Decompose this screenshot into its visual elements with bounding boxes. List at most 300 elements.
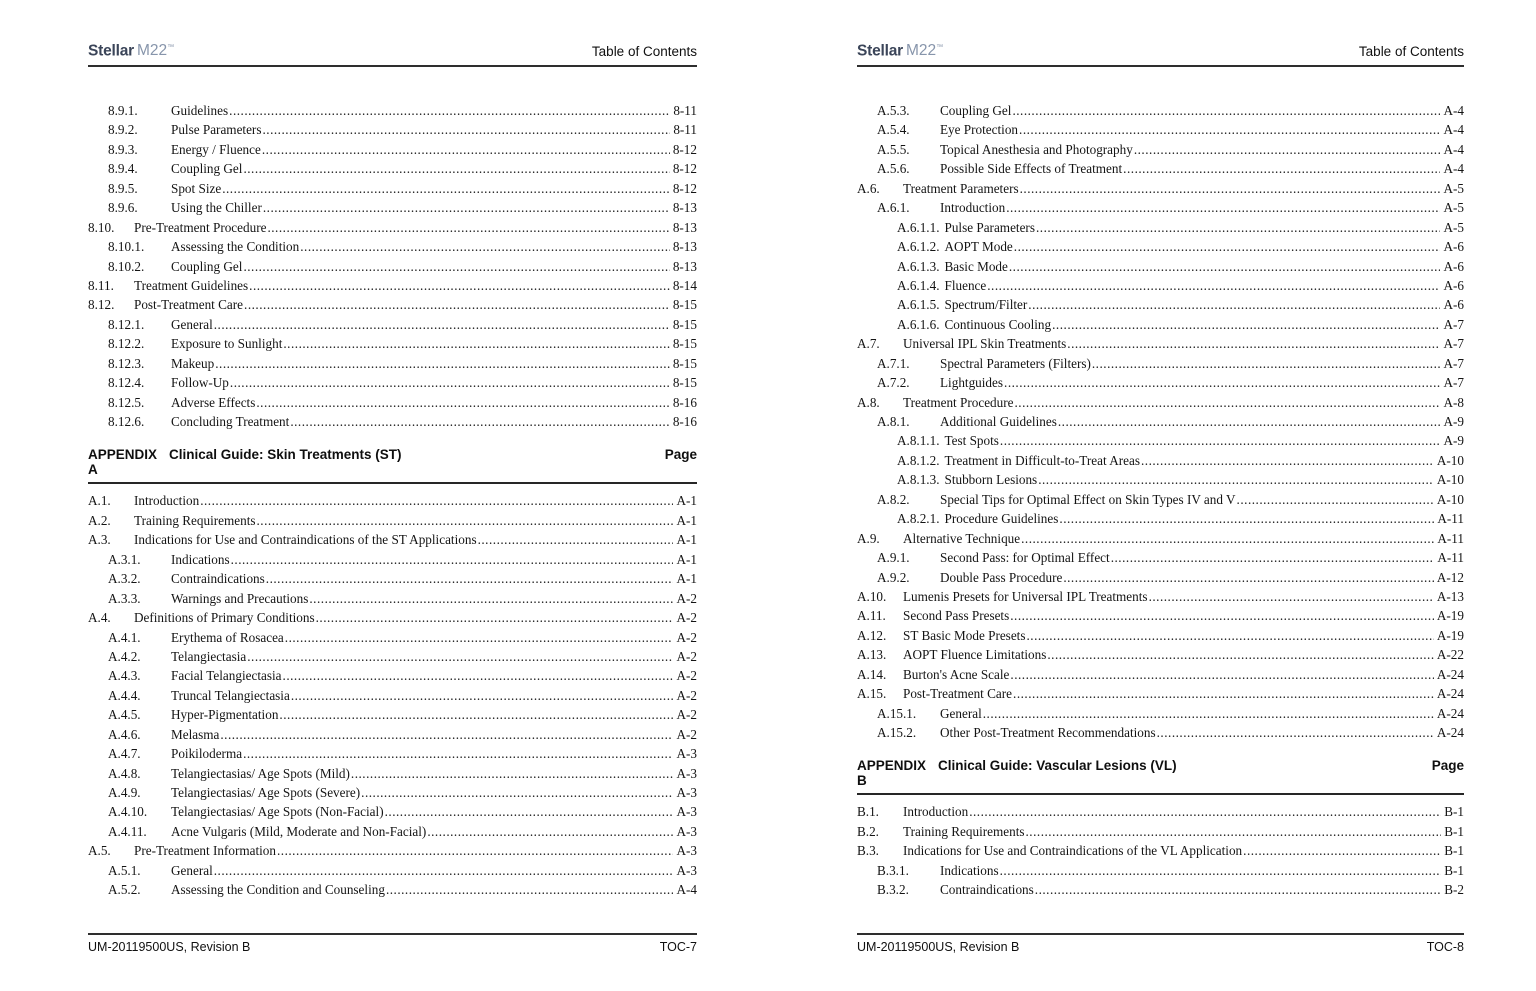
toc-entry [857, 122, 1464, 141]
toc-entry-page: A-7 [1443, 336, 1464, 352]
toc-entry [88, 142, 697, 161]
toc-entry-page: A-5 [1443, 200, 1464, 216]
toc-entry-page: A-4 [676, 882, 697, 898]
dot-leader [1019, 122, 1440, 138]
toc-entry-title: Indications for Use and Contraindications of the VL Application [903, 843, 1243, 859]
dot-leader [1028, 297, 1440, 313]
toc-entry-page: A-24 [1436, 705, 1464, 721]
toc-entry-page: A-7 [1443, 355, 1464, 371]
toc-entry-page: A-7 [1443, 316, 1464, 332]
toc-entry-number: A.5.3. [877, 103, 910, 118]
dot-leader [214, 863, 674, 879]
appendix-title: Clinical Guide: Vascular Lesions (VL) [938, 758, 1177, 774]
toc-entry [88, 552, 697, 571]
toc-entry-title: Second Pass Presets [903, 608, 1010, 624]
toc-entry [88, 493, 697, 512]
page-content [88, 0, 697, 991]
toc-entry-title: Lightguides [940, 375, 1004, 391]
toc-entry-number: A.15.2. [877, 725, 917, 740]
toc-entry [857, 647, 1464, 666]
page-header [88, 40, 697, 67]
toc-entry-title: Alternative Technique [903, 530, 1021, 546]
toc-entry-title: Guidelines [171, 103, 229, 118]
toc-entry-page: B-1 [1444, 843, 1464, 859]
toc-entry-number: A.13. [857, 647, 887, 663]
toc-entry-title: Pulse Parameters [171, 122, 262, 138]
toc-entry [857, 297, 1464, 316]
dot-leader [290, 414, 669, 430]
toc-entry-number: A.2. [88, 512, 111, 528]
toc-entry-number: A.7.2. [877, 375, 910, 391]
toc-entry-number: A.4.6. [108, 726, 141, 742]
dot-leader [277, 843, 674, 859]
toc-entry [88, 824, 697, 843]
dot-leader [351, 766, 674, 782]
toc-entry-title: Topical Anesthesia and Photography [940, 141, 1133, 157]
dot-leader [1111, 550, 1435, 566]
dot-leader [283, 668, 674, 684]
toc-entry-number: A.8.1.3. [897, 472, 940, 488]
dot-leader [1004, 375, 1440, 391]
page-footer [88, 933, 697, 954]
dot-leader [231, 552, 674, 568]
dot-leader [983, 706, 1434, 722]
toc-entry-page: A-11 [1437, 550, 1464, 566]
dot-leader [1026, 628, 1433, 644]
toc-entry [857, 453, 1464, 472]
footer-page-number: TOC-8 [1426, 940, 1464, 954]
toc-entry [857, 608, 1464, 627]
toc-entry-title: Poikiloderma [171, 746, 243, 762]
toc-entry-page: A-22 [1436, 647, 1464, 663]
toc-entry [88, 707, 697, 726]
toc-entry-title: Lumenis Presets for Universal IPL Treatments [903, 588, 1148, 604]
dot-leader [1038, 472, 1434, 488]
toc-entry [88, 259, 697, 278]
toc-entry-page: A-1 [676, 571, 697, 587]
toc-entry-page: A-24 [1436, 725, 1464, 740]
toc-entry-number: A.5.2. [108, 882, 141, 898]
toc-entry [88, 571, 697, 590]
dot-leader [478, 532, 674, 548]
toc-entry [88, 863, 697, 882]
toc-entry-number: A.8.2. [877, 491, 910, 507]
toc-entry-title: Melasma [171, 726, 220, 742]
toc-entry-number: A.4.3. [108, 668, 141, 684]
toc-entry-page: A-3 [676, 785, 697, 800]
dot-leader [1157, 725, 1434, 741]
toc-entry-page: 8-13 [672, 200, 697, 216]
toc-entry-page: A-1 [676, 512, 697, 528]
dot-leader [1141, 453, 1434, 469]
toc-entry-title: Contraindications [940, 882, 1034, 898]
dot-leader [316, 610, 674, 626]
toc-entry [88, 766, 697, 785]
page-column-label: Page [1431, 758, 1464, 774]
dot-leader [262, 142, 670, 158]
toc-entry-page: A-10 [1436, 452, 1464, 468]
toc-entry-number: 8.9.5. [108, 180, 138, 196]
toc-entry-title: Spectrum/Filter [944, 297, 1028, 313]
toc-entry-number: 8.12. [88, 297, 115, 313]
dot-leader [1047, 647, 1434, 663]
appendix-label: APPENDIX A [88, 447, 158, 478]
toc-entry-number: 8.12.5. [108, 394, 145, 410]
dot-leader [1012, 103, 1440, 119]
toc-list [88, 103, 697, 902]
toc-entry-number: A.14. [857, 666, 887, 682]
toc-entry-number: 8.12.3. [108, 355, 145, 371]
toc-entry-number: B.1. [857, 804, 879, 820]
toc-entry-title: Pre-Treatment Information [134, 843, 276, 859]
toc-entry-number: A.8.1. [877, 414, 910, 429]
toc-entry-number: A.5.5. [877, 141, 910, 157]
toc-entry-page: A-3 [676, 843, 697, 859]
toc-entry-title: Special Tips for Optimal Effect on Skin Types IV and V [940, 491, 1236, 507]
logo-trademark: ™ [936, 44, 944, 51]
dot-leader [1010, 608, 1434, 624]
toc-entry-page: A-10 [1436, 472, 1464, 488]
toc-entry [88, 882, 697, 901]
toc-entry [88, 591, 697, 610]
toc-entry [88, 610, 697, 629]
toc-entry-title: Continuous Cooling [944, 316, 1052, 332]
toc-entry [857, 433, 1464, 452]
logo-brand-text: Stellar [857, 42, 903, 60]
toc-entry-title: Introduction [940, 200, 1006, 216]
toc-entry-number: A.4.9. [108, 785, 141, 800]
dot-leader [249, 278, 670, 294]
toc-entry-page: B-1 [1444, 862, 1464, 878]
toc-entry-page: A-6 [1443, 297, 1464, 313]
toc-entry-title: Telangiectasia [171, 648, 247, 664]
toc-entry-number: A.3. [88, 532, 111, 548]
toc-entry-page: 8-11 [673, 103, 697, 118]
toc-entry [88, 668, 697, 687]
dot-leader [1063, 570, 1434, 586]
toc-entry [88, 239, 697, 258]
dot-leader [222, 181, 670, 197]
toc-entry-title: Treatment Guidelines [134, 277, 249, 293]
toc-entry-page: A-3 [676, 804, 697, 820]
toc-entry-number: A.9.2. [877, 569, 910, 585]
dot-leader [229, 103, 670, 119]
toc-entry-title: Spectral Parameters (Filters) [940, 355, 1091, 371]
toc-entry-page: A-3 [676, 823, 697, 839]
toc-entry [88, 220, 697, 239]
toc-entry-page: 8-14 [672, 277, 697, 293]
toc-entry-number: A.4.5. [108, 707, 141, 723]
dot-leader [987, 278, 1440, 294]
toc-entry-page: A-5 [1443, 219, 1464, 235]
toc-entry [857, 317, 1464, 336]
toc-entry-title: Stubborn Lesions [944, 472, 1038, 488]
toc-entry-page: A-2 [676, 707, 697, 723]
toc-entry [857, 161, 1464, 180]
toc-entry-page: A-2 [676, 668, 697, 684]
toc-entry-title: Truncal Telangiectasia [171, 687, 290, 703]
dot-leader [1058, 414, 1441, 430]
toc-entry-page: 8-11 [673, 122, 697, 138]
toc-entry-title: Exposure to Sunlight [171, 336, 283, 352]
dot-leader [266, 571, 674, 587]
toc-entry [88, 843, 697, 862]
toc-entry [857, 589, 1464, 608]
dot-leader [1009, 259, 1441, 275]
dot-leader [300, 239, 670, 255]
page-footer [857, 933, 1464, 954]
toc-entry-number: 8.10. [88, 219, 115, 235]
toc-entry [88, 532, 697, 551]
toc-entry-page: A-4 [1443, 122, 1464, 138]
toc-entry-page: A-12 [1436, 569, 1464, 585]
toc-entry-number: A.4.2. [108, 648, 141, 664]
brand-logo [857, 40, 943, 59]
dot-leader [1092, 356, 1441, 372]
toc-entry [88, 785, 697, 804]
toc-entry-page: 8-12 [672, 180, 697, 196]
toc-entry-number: A.7.1. [877, 355, 910, 371]
dot-leader [1014, 239, 1441, 255]
toc-entry-page: A-13 [1436, 588, 1464, 604]
toc-entry-page: A-3 [676, 862, 697, 878]
toc-entry-number: A.5.4. [877, 122, 910, 138]
toc-entry-title: Facial Telangiectasia [171, 668, 282, 684]
toc-entry-page: B-2 [1444, 882, 1464, 898]
toc-entry-title: Procedure Guidelines [944, 511, 1059, 527]
toc-entry-number: A.8. [857, 394, 880, 410]
toc-entry-page: A-24 [1436, 666, 1464, 682]
toc-entry-number: 8.12.1. [108, 316, 145, 332]
toc-entry-title: Makeup [171, 355, 215, 371]
toc-entry-page: A-2 [676, 629, 697, 645]
toc-entry [88, 727, 697, 746]
toc-entry-page: 8-16 [672, 414, 697, 429]
toc-entry-number: 8.9.4. [108, 161, 138, 177]
toc-entry-title: Assessing the Condition and Counseling [171, 882, 385, 898]
appendix-title: Clinical Guide: Skin Treatments (ST) [169, 447, 402, 463]
logo-trademark: ™ [167, 44, 175, 51]
toc-entry-title: Using the Chiller [171, 200, 262, 216]
toc-entry-title: Coupling Gel [171, 161, 243, 177]
toc-entry-title: Indications [940, 862, 999, 878]
toc-entry-number: A.15. [857, 686, 887, 702]
toc-entry-number: 8.9.1. [108, 103, 138, 118]
toc-entry [857, 824, 1464, 843]
toc-entry-title: Treatment Procedure [903, 394, 1014, 410]
toc-entry [857, 511, 1464, 530]
toc-entry-page: B-1 [1444, 804, 1464, 820]
toc-entry-number: 8.9.6. [108, 200, 138, 216]
toc-entry-number: A.1. [88, 493, 111, 509]
appendix-heading [857, 758, 1464, 795]
dot-leader [969, 804, 1441, 820]
toc-entry-title: AOPT Mode [944, 239, 1013, 255]
toc-entry [88, 200, 697, 219]
dot-leader [1010, 667, 1434, 683]
brand-logo [88, 40, 174, 59]
toc-entry-number: A.10. [857, 588, 887, 604]
toc-entry-title: Indications [171, 551, 230, 567]
toc-entry [857, 725, 1464, 744]
page-content [857, 0, 1464, 991]
toc-entry-title: Post-Treatment Care [903, 686, 1013, 702]
toc-entry [857, 804, 1464, 823]
dot-leader [243, 259, 669, 275]
toc-entry-title: Warnings and Precautions [171, 590, 309, 606]
toc-entry [88, 630, 697, 649]
dot-leader [427, 824, 673, 840]
dot-leader [1000, 433, 1441, 449]
toc-entry-title: Pulse Parameters [944, 219, 1035, 235]
toc-entry-page: A-2 [676, 590, 697, 606]
toc-entry-number: A.4.7. [108, 746, 141, 762]
footer-page-number: TOC-7 [659, 940, 697, 954]
toc-entry-number: A.6.1.1. [897, 219, 940, 235]
toc-entry-page: A-4 [1443, 141, 1464, 157]
toc-entry-title: Telangiectasias/ Age Spots (Mild) [171, 765, 350, 781]
toc-entry-number: A.9. [857, 530, 880, 546]
toc-entry-number: A.6. [857, 180, 880, 196]
toc-entry-title: Treatment Parameters [903, 180, 1019, 196]
toc-entry-page: A-5 [1443, 180, 1464, 196]
toc-entry-title: Definitions of Primary Conditions [134, 610, 315, 626]
toc-entry-page: A-4 [1443, 161, 1464, 177]
toc-entry-page: A-10 [1436, 491, 1464, 507]
toc-entry [857, 628, 1464, 647]
dot-leader [220, 727, 673, 743]
dot-leader [267, 220, 669, 236]
toc-entry-number: A.12. [857, 627, 887, 643]
toc-entry-number: 8.12.4. [108, 375, 145, 391]
dot-leader [1021, 531, 1434, 547]
header-title: Table of Contents [1358, 44, 1464, 60]
toc-entry-title: Other Post-Treatment Recommendations [940, 725, 1156, 740]
toc-entry-title: Introduction [134, 493, 200, 509]
toc-entry-title: Concluding Treatment [171, 414, 290, 429]
toc-entry-page: A-1 [676, 532, 697, 548]
toc-entry [857, 142, 1464, 161]
toc-entry [88, 746, 697, 765]
dot-leader [200, 493, 673, 509]
toc-entry-number: A.7. [857, 336, 880, 352]
toc-entry [857, 843, 1464, 862]
toc-entry-number: 8.10.2. [108, 258, 145, 274]
toc-entry-title: Burton's Acne Scale [903, 666, 1010, 682]
toc-entry [88, 297, 697, 316]
toc-entry [857, 706, 1464, 725]
dot-leader [244, 297, 670, 313]
dot-leader [283, 336, 669, 352]
toc-entry-title: Fluence [944, 277, 987, 293]
dot-leader [243, 746, 673, 762]
toc-entry-number: A.8.1.1. [897, 433, 940, 449]
toc-entry [857, 550, 1464, 569]
toc-entry [857, 259, 1464, 278]
toc-entry [88, 395, 697, 414]
logo-model-text: M22 [906, 42, 937, 60]
toc-entry-title: Spot Size [171, 180, 222, 196]
toc-entry-title: Test Spots [944, 433, 999, 449]
dot-leader [247, 649, 673, 665]
toc-entry-page: B-1 [1444, 823, 1464, 839]
dot-leader [230, 375, 670, 391]
toc-entry-number: A.4.11. [108, 823, 147, 839]
toc-entry [88, 181, 697, 200]
dot-leader [1243, 843, 1441, 859]
toc-entry-title: Basic Mode [944, 258, 1008, 274]
toc-list [857, 103, 1464, 902]
toc-entry-number: A.8.2.1. [897, 511, 940, 527]
toc-entry-title: Possible Side Effects of Treatment [940, 161, 1123, 177]
toc-entry [857, 239, 1464, 258]
toc-entry-page: 8-12 [672, 161, 697, 177]
dot-leader [361, 785, 673, 801]
dot-leader [243, 161, 669, 177]
toc-entry-page: A-6 [1443, 277, 1464, 293]
toc-entry-title: Pre-Treatment Procedure [134, 219, 267, 235]
toc-entry [857, 686, 1464, 705]
toc-entry-title: AOPT Fluence Limitations [903, 647, 1047, 663]
footer-doc-id: UM-20119500US, Revision B [88, 940, 251, 954]
toc-entry-number: A.4.1. [108, 629, 141, 645]
toc-entry-page: A-19 [1436, 627, 1464, 643]
toc-entry [88, 161, 697, 180]
toc-entry-page: A-11 [1437, 530, 1464, 546]
toc-entry-page: A-2 [676, 726, 697, 742]
toc-entry-number: A.9.1. [877, 550, 910, 566]
toc-entry-number: A.4.10. [108, 804, 148, 820]
dot-leader [1052, 317, 1440, 333]
toc-entry-number: A.8.1.2. [897, 452, 940, 468]
dot-leader [1014, 395, 1440, 411]
toc-entry-page: A-6 [1443, 239, 1464, 255]
toc-entry [857, 375, 1464, 394]
toc-entry-title: Hyper-Pigmentation [171, 707, 279, 723]
toc-entry-title: Follow-Up [171, 375, 229, 391]
toc-entry-number: A.6.1.4. [897, 277, 940, 293]
dot-leader [385, 804, 674, 820]
toc-entry-page: A-1 [676, 551, 697, 567]
toc-entry [88, 375, 697, 394]
toc-entry [857, 356, 1464, 375]
toc-entry-page: 8-15 [672, 355, 697, 371]
toc-entry [857, 395, 1464, 414]
dot-leader [1006, 200, 1440, 216]
appendix-label: APPENDIX B [857, 758, 927, 789]
toc-entry-number: 8.12.6. [108, 414, 145, 429]
toc-entry-number: B.3.2. [877, 882, 909, 898]
toc-entry-number: 8.9.2. [108, 122, 138, 138]
toc-entry [857, 181, 1464, 200]
dot-leader [386, 882, 674, 898]
toc-entry-page: A-1 [676, 493, 697, 509]
page-column-label: Page [664, 447, 697, 463]
footer-doc-id: UM-20119500US, Revision B [857, 940, 1020, 954]
logo-brand-text: Stellar [88, 42, 134, 60]
dot-leader [215, 356, 670, 372]
dot-leader [1000, 863, 1442, 879]
toc-entry-number: B.3. [857, 843, 879, 859]
page-header [857, 40, 1464, 67]
header-title: Table of Contents [591, 44, 697, 60]
toc-entry-number: A.4.8. [108, 765, 141, 781]
toc-entry-number: A.11. [857, 608, 886, 624]
logo-model-text: M22 [137, 42, 168, 60]
dot-leader [256, 395, 669, 411]
toc-entry [857, 667, 1464, 686]
toc-entry [857, 414, 1464, 433]
